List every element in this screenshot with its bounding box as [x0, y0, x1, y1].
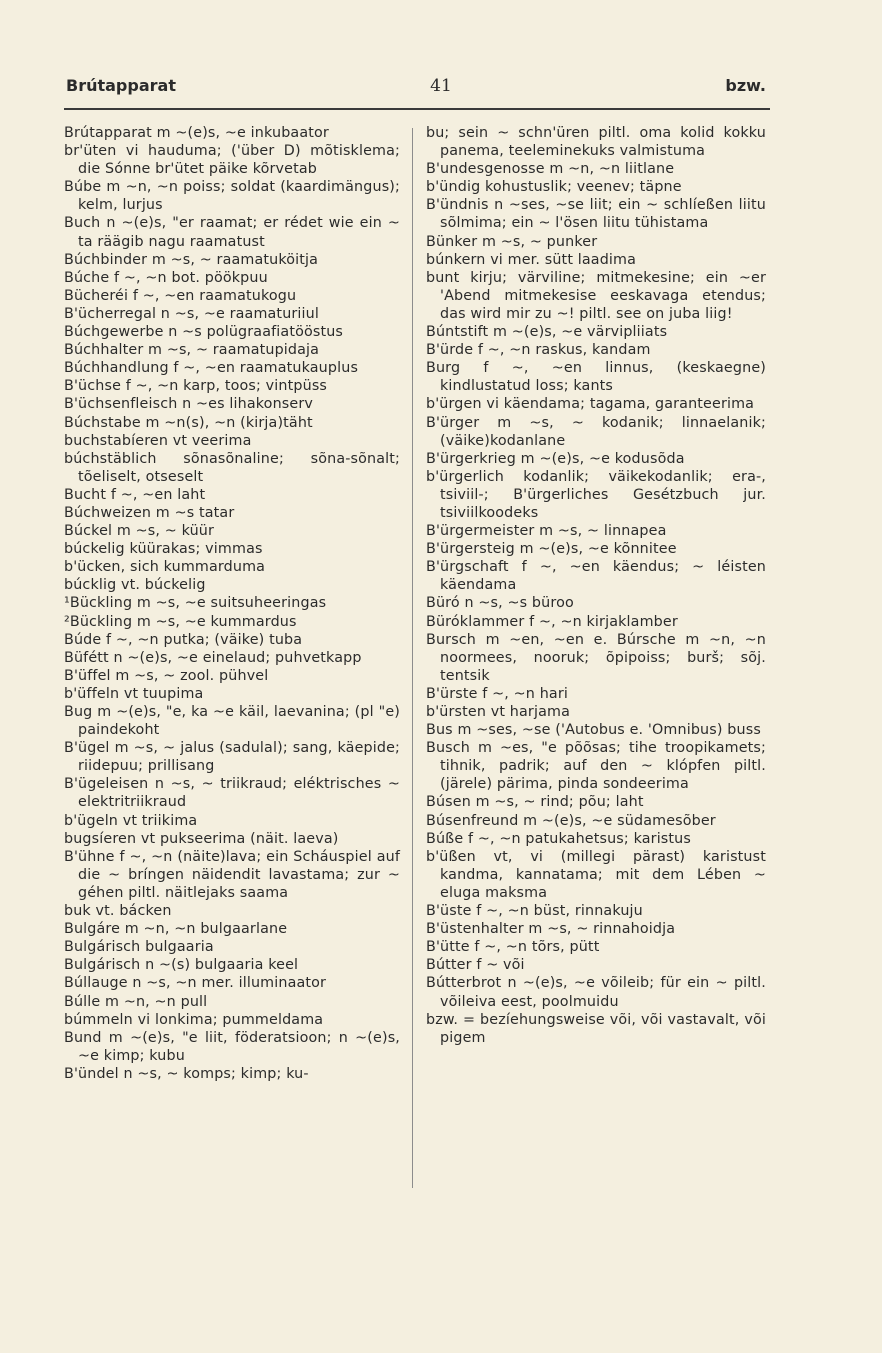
- dictionary-entry: Búde f ~, ~n putka; (väike) tuba: [64, 631, 303, 648]
- dictionary-entry: b'ügeln vt triikima: [64, 812, 198, 829]
- dictionary-entry: Bulgáre m ~n, ~n bulgaarlane: [64, 921, 288, 938]
- dictionary-entry: Büfétt n ~(e)s, ~e einelaud; puhvetkapp: [64, 649, 362, 666]
- dictionary-entry: Búße f ~, ~n patukahetsus; karistus: [426, 830, 691, 847]
- dictionary-entry: búcklig vt. búckelig: [64, 577, 206, 594]
- dictionary-entry: bu; sein ~ schn'üren piltl. oma kolid kokku panema, teeleminekuks valmistuma: [426, 125, 766, 160]
- dictionary-entry: Bünker m ~s, ~ punker: [426, 233, 598, 250]
- dictionary-entry: Bucht f ~, ~en laht: [64, 486, 206, 503]
- dictionary-entry: bunt kirju; värviline; mitmekesine; ein ~er 'Abend mitmekesise eeskavaga etendus; das wird mir zu ~! piltl. see on juba liig!: [426, 269, 766, 322]
- dictionary-entry: Burg f ~, ~en linnus, (keskaegne) kindlustatud loss; kants: [426, 360, 766, 395]
- dictionary-entry: Búsen m ~s, ~ rind; põu; laht: [426, 794, 644, 811]
- dictionary-entry: bugsíeren vt pukseerima (näit. laeva): [64, 830, 339, 847]
- dictionary-entry: ²Bückling m ~s, ~e kummardus: [64, 613, 297, 630]
- guide-word-right: bzw.: [725, 76, 766, 95]
- dictionary-entry: B'ürgschaft f ~, ~en käendus; ~ léisten käendama: [426, 559, 766, 594]
- dictionary-entry: Bund m ~(e)s, "e liit, föderatsioon; n ~(e)s, ~e kimp; kubu: [64, 1029, 400, 1064]
- dictionary-entry: Búllauge n ~s, ~n mer. illuminaator: [64, 975, 327, 992]
- dictionary-entry: Bug m ~(e)s, "e, ka ~e käil, laevanina; (pl "e) paindekoht: [64, 704, 400, 739]
- dictionary-entry: Bulgárisch bulgaaria: [64, 939, 214, 956]
- dictionary-entry: Búchweizen m ~s tatar: [64, 504, 235, 521]
- dictionary-entry: B'ühne f ~, ~n (näite)lava; ein Scháuspiel auf die ~ bríngen näidendit lavastama; zur ~ géhen piltl. näitlejaks saama: [64, 848, 400, 901]
- dictionary-entry: b'ürsten vt harjama: [426, 704, 570, 720]
- page-number: 41: [430, 76, 452, 96]
- dictionary-entry: bzw. = bezíehungsweise või, või vastavalt, või pigem: [426, 1011, 766, 1046]
- guide-word-left: Brútapparat: [66, 76, 176, 95]
- dictionary-entry: B'ücherregal n ~s, ~e raamaturiiul: [64, 305, 320, 322]
- dictionary-entry: búmmeln vi lonkima; pummeldama: [64, 1011, 324, 1028]
- dictionary-entry: Bútter f ~ või: [426, 957, 525, 974]
- dictionary-entry: B'ügel m ~s, ~ jalus (sadulal); sang, käepide; riidepuu; prillisang: [64, 740, 400, 775]
- dictionary-entry: búnkern vi mer. sütt laadima: [426, 251, 637, 268]
- running-header: [0, 76, 882, 102]
- dictionary-entry: B'ündnis n ~ses, ~se liit; ein ~ schlíeßen liitu sõlmima; ein ~ l'ösen liitu tühistama: [426, 197, 766, 232]
- dictionary-entry: Büróklammer f ~, ~n kirjaklamber: [426, 613, 678, 630]
- left-column: [64, 124, 400, 1083]
- header-rule: [64, 108, 770, 110]
- dictionary-entry: b'üffeln vt tuupima: [64, 685, 204, 702]
- dictionary-entry: B'ügeleisen n ~s, ~ triikraud; eléktrisches ~ elektritriikraud: [64, 776, 400, 811]
- dictionary-entry: B'ürger m ~s, ~ kodanik; linnaelanik; (väike)kodanlane: [426, 414, 766, 449]
- dictionary-entry: buk vt. bácken: [64, 903, 172, 920]
- dictionary-entry: Búsenfreund m ~(e)s, ~e südamesõber: [426, 812, 716, 829]
- dictionary-entry: buchstabíeren vt veerima: [64, 432, 252, 449]
- dictionary-entry: Bútterbrot n ~(e)s, ~e võileib; für ein ~ piltl. võileiva eest, poolmuidu: [426, 975, 766, 1010]
- dictionary-entry: Búchhandlung f ~, ~en raamatukauplus: [64, 360, 359, 377]
- dictionary-entry: Búckel m ~s, ~ küür: [64, 523, 215, 540]
- dictionary-entry: b'üßen vt, vi (millegi pärast) karistust kandma, kannatama; mit dem Lében ~ eluga maksma: [426, 848, 766, 901]
- column-divider: [412, 128, 413, 1188]
- dictionary-entry: b'ücken, sich kummarduma: [64, 559, 266, 576]
- dictionary-entry: B'ütte f ~, ~n tõrs, pütt: [426, 939, 600, 956]
- dictionary-entry: Bulgárisch n ~(s) bulgaaria keel: [64, 957, 299, 974]
- dictionary-entry: B'ürste f ~, ~n hari: [426, 685, 568, 702]
- dictionary-entry: Busch m ~es, "e põõsas; tihe troopikamets; tihnik, padrik; auf den ~ klópfen piltl. (järele) pärima, pinda sondeerima: [426, 740, 766, 793]
- dictionary-entry: Búchgewerbe n ~s polügraafiatööstus: [64, 324, 344, 341]
- dictionary-entry: b'ündig kohustuslik; veenev; täpne: [426, 179, 682, 196]
- dictionary-entry: Bus m ~ses, ~se ('Autobus e. 'Omnibus) buss: [426, 722, 761, 739]
- dictionary-entry: Brútapparat m ~(e)s, ~e inkubaator: [64, 125, 329, 141]
- dictionary-entry: Búntstift m ~(e)s, ~e värvipliiats: [426, 324, 668, 341]
- dictionary-entry: Búbe m ~n, ~n poiss; soldat (kaardimängus); kelm, lurjus: [64, 179, 400, 214]
- dictionary-entry: B'üstenhalter m ~s, ~ rinnahoidja: [426, 921, 676, 938]
- dictionary-entry: br'üten vi hauduma; ('über D) mõtisklema; die Sónne br'ütet päike kõrvetab: [64, 143, 400, 178]
- dictionary-entry: Buch n ~(e)s, "er raamat; er rédet wie ein ~ ta räägib nagu raamatust: [64, 215, 400, 250]
- dictionary-entry: ¹Bückling m ~s, ~e suitsuheeringas: [64, 595, 327, 612]
- dictionary-entry: Bursch m ~en, ~en e. Búrsche m ~n, ~n noormees, nooruk; õpipoiss; burš; sõj. tentsik: [426, 631, 766, 684]
- dictionary-entry: B'üste f ~, ~n büst, rinnakuju: [426, 903, 643, 920]
- dictionary-entry: B'ürde f ~, ~n raskus, kandam: [426, 342, 651, 359]
- dictionary-entry: B'ündel n ~s, ~ komps; kimp; ku-: [64, 1065, 309, 1082]
- dictionary-entry: B'üchsenfleisch n ~es lihakonserv: [64, 396, 313, 413]
- dictionary-entry: Búchstabe m ~n(s), ~n (kirja)täht: [64, 414, 313, 431]
- dictionary-entry: búckelig küürakas; vimmas: [64, 541, 263, 558]
- dictionary-entry: Búchbinder m ~s, ~ raamatuköitja: [64, 251, 319, 268]
- dictionary-entry: Búlle m ~n, ~n pull: [64, 993, 208, 1010]
- dictionary-entry: B'üffel m ~s, ~ zool. pühvel: [64, 667, 269, 684]
- dictionary-entry: Búche f ~, ~n bot. pöökpuu: [64, 269, 268, 286]
- right-column: [426, 124, 766, 1047]
- dictionary-entry: B'üchse f ~, ~n karp, toos; vintpüss: [64, 378, 328, 395]
- dictionary-entry: B'ürgerkrieg m ~(e)s, ~e kodusõda: [426, 450, 685, 467]
- dictionary-entry: búchstäblich sõnasõnaline; sõna-sõnalt; tõeliselt, otseselt: [64, 450, 400, 485]
- dictionary-entry: Búchhalter m ~s, ~ raamatupidaja: [64, 342, 320, 359]
- dictionary-entry: B'ürgersteig m ~(e)s, ~e kõnnitee: [426, 541, 677, 558]
- dictionary-entry: B'undesgenosse m ~n, ~n liitlane: [426, 161, 675, 178]
- dictionary-entry: Büró n ~s, ~s büroo: [426, 595, 574, 612]
- dictionary-entry: b'ürgerlich kodanlik; väikekodanlik; era-, tsiviil-; B'ürgerliches Gesétzbuch jur. tsiviilkoodeks: [426, 468, 766, 521]
- dictionary-entry: B'ürgermeister m ~s, ~ linnapea: [426, 523, 667, 540]
- dictionary-entry: Bücheréi f ~, ~en raamatukogu: [64, 287, 297, 304]
- dictionary-entry: b'ürgen vi käendama; tagama, garanteerima: [426, 396, 755, 413]
